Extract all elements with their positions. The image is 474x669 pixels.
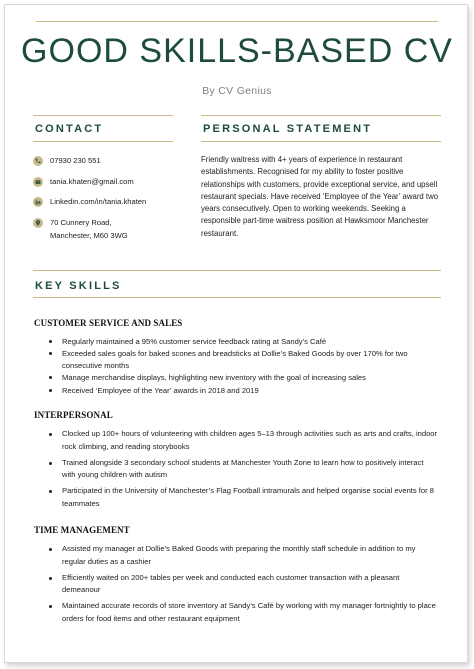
list-item: Regularly maintained a 95% customer service feedback rating at Sandy’s Café (49, 336, 439, 347)
phone-icon (33, 156, 43, 166)
contact-heading: CONTACT (35, 123, 104, 135)
contact-address (33, 218, 128, 241)
contact-phone-text: 07930 230 551 (50, 156, 101, 165)
contact-phone (33, 156, 101, 166)
linkedin-icon (33, 197, 43, 207)
list-item: Exceeded sales goals for baked scones and breadsticks at Dollie’s Baked Goods by over 170% for two consecutive months (49, 348, 439, 371)
skill-group-list (49, 428, 439, 511)
list-item: Maintained accurate records of store inventory at Sandy’s Café by working with my manager fortnightly to place orders for food items and other restaurant equipment (49, 600, 439, 626)
contact-rule-bottom (33, 141, 173, 142)
location-pin-icon (33, 218, 43, 228)
email-icon (33, 177, 43, 187)
address-line-1: 70 Cunnery Road, (50, 218, 112, 227)
list-item: Received ‘Employee of the Year’ awards in 2018 and 2019 (49, 385, 439, 396)
statement-rule-top (201, 115, 441, 116)
address-line-2: Manchester, M60 3WG (50, 231, 128, 240)
contact-email-text: tania.khaten@gmail.com (50, 177, 134, 186)
top-rule (36, 21, 438, 22)
list-item: Clocked up 100+ hours of volunteering with children ages 5–13 through activities such as arts and crafts, indoor rock climbing, and reading storybooks (49, 428, 439, 454)
list-item: Trained alongside 3 secondary school students at Manchester Youth Zone to learn how to positively interact with young children with autism (49, 457, 439, 483)
skill-group-title: TIME MANAGEMENT (34, 525, 130, 535)
cv-byline: By CV Genius (202, 85, 272, 97)
skills-rule-bottom (33, 297, 441, 298)
personal-statement-text: Friendly waitress with 4+ years of experience in restaurant establishments. Recognised for my ability to foster positive relationships with customers, provide exceptional service, and upsell restaurant specials. Have received ‘Employee of the Year’ award two years consecutively. Open to working weekends. Seeking a responsible part-time waitress position at Hawksmoor Manchester restaurant. (201, 155, 439, 238)
contact-linkedin (33, 197, 146, 207)
list-item: Efficiently waited on 200+ tables per week and conducted each customer transaction with a pleasant demeanour (49, 572, 439, 598)
list-item: Manage merchandise displays, highlighting new inventory with the goal of increasing sales (49, 372, 439, 383)
contact-address-text (50, 218, 128, 241)
statement-rule-bottom (201, 141, 441, 142)
skills-rule-top (33, 270, 441, 271)
statement-heading: PERSONAL STATEMENT (203, 123, 373, 135)
list-item: Assisted my manager at Dollie’s Baked Goods with preparing the monthly staff schedule in addition to my regular duties as a cashier (49, 543, 439, 569)
skills-heading: KEY SKILLS (35, 280, 122, 292)
skill-group-list (49, 543, 439, 626)
contact-email (33, 177, 134, 187)
skill-group-title: INTERPERSONAL (34, 410, 113, 420)
list-item: Participated in the University of Manchester’s Flag Football intramurals and helped organise social events for 8 teammates (49, 485, 439, 511)
contact-linkedin-text: Linkedin.com/in/tania.khaten (50, 197, 147, 206)
skill-group-list (49, 336, 439, 396)
cv-title: GOOD SKILLS-BASED CV (21, 32, 453, 70)
contact-rule-top (33, 115, 173, 116)
skill-group-title: CUSTOMER SERVICE AND SALES (34, 318, 183, 328)
